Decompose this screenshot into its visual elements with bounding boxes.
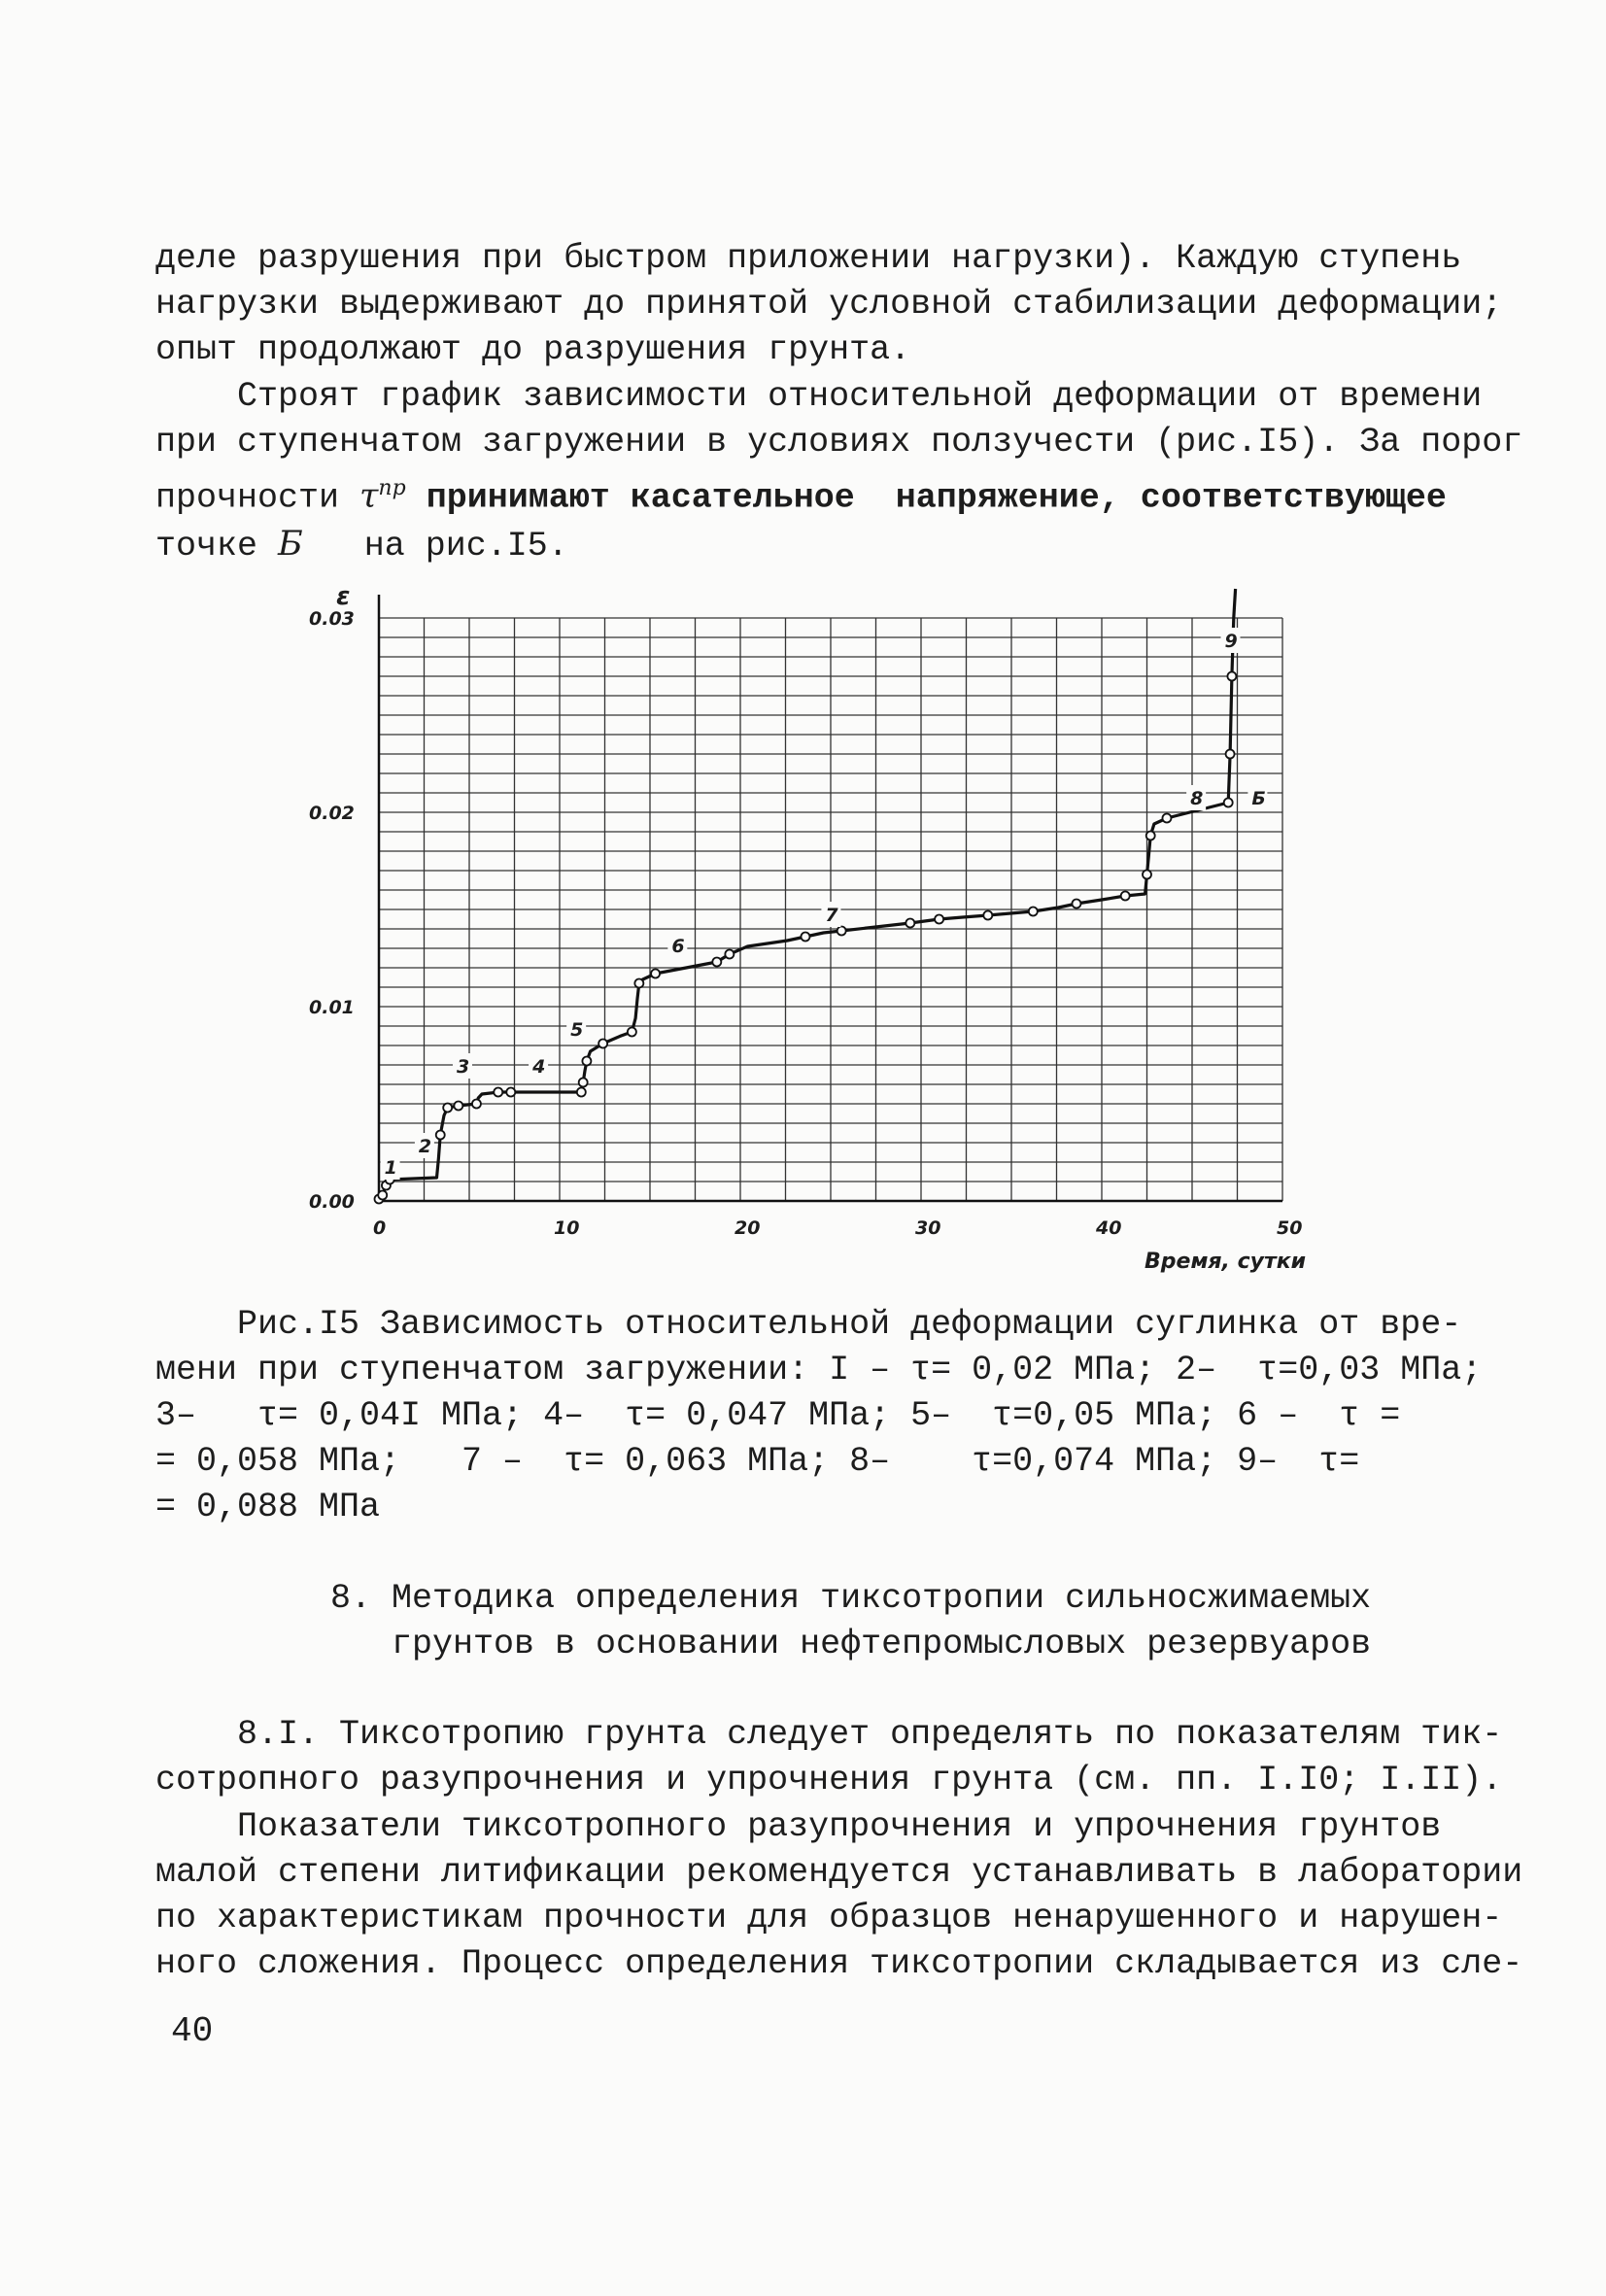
data-point [598, 1040, 607, 1048]
y-tick-label: 0.02 [309, 803, 355, 824]
x-tick-label: 0 [373, 1217, 387, 1239]
y-tick-label: 0.01 [309, 997, 355, 1018]
text-fragment: на рис.I5. [302, 526, 568, 565]
text-line: нагрузки выдерживают до принятой условной стабилизации деформации; [155, 285, 1503, 324]
x-tick-label: 30 [915, 1217, 941, 1239]
data-point [651, 970, 660, 978]
section-title-line: грунтов в основании нефтепромысловых резервуаров [330, 1625, 1372, 1663]
data-point [378, 1191, 387, 1200]
text-line: деле разрушения при быстром приложении нагрузки). Каждую ступень [155, 239, 1462, 278]
data-point [935, 915, 943, 924]
annotation-label: 4 [532, 1056, 546, 1078]
text-line: Строят график зависимости относительной деформации от времени [155, 377, 1483, 416]
paragraph-8-1 [155, 1712, 1503, 1803]
data-point [712, 958, 721, 967]
chart-series [375, 589, 1237, 1204]
annotation-label: 7 [825, 905, 838, 926]
text-line: сотропного разупрочнения и упрочнения грунта (см. пп. I.I0; I.II). [155, 1761, 1503, 1799]
paragraph-indicators [155, 1804, 1523, 1987]
data-point [1226, 750, 1235, 759]
text-line: малой степени литификации рекомендуется устанавливать в лаборатории [155, 1853, 1523, 1892]
tau-symbol: τ [359, 476, 379, 516]
annotation-label: 1 [384, 1157, 397, 1179]
annotation-label: 5 [570, 1019, 584, 1041]
y-axis-label: ε [336, 582, 351, 611]
text-line: 8.I. Тиксотропию грунта следует определять по показателям тик- [155, 1715, 1503, 1754]
data-point [443, 1104, 452, 1113]
x-tick-label: 50 [1277, 1217, 1303, 1239]
data-point [983, 911, 992, 920]
section-title-line: 8. Методика определения тиксотропии сильносжимаемых [330, 1579, 1372, 1618]
data-point [837, 927, 846, 936]
data-point [906, 919, 914, 928]
caption-line: 3– τ= 0,04I МПа; 4– τ= 0,047 МПа; 5– τ=0,05 МПа; 6 – τ = [155, 1396, 1401, 1435]
data-point [725, 950, 734, 959]
y-tick-label: 0.00 [309, 1191, 355, 1213]
text-fragment: принимают касательное напряжение, соответствующее [405, 478, 1447, 518]
caption-line: мени при ступенчатом загружении: I – τ= 0,02 МПа; 2– τ=0,03 МПа; [155, 1351, 1483, 1389]
data-point [1146, 832, 1155, 840]
caption-line: Рис.I5 Зависимость относительной деформации суглинка от вре- [155, 1305, 1462, 1344]
section-title [330, 1576, 1372, 1667]
data-point [506, 1088, 515, 1097]
data-point [1029, 908, 1038, 916]
x-tick-label: 10 [554, 1217, 580, 1239]
caption-line: = 0,058 МПа; 7 – τ= 0,063 МПа; 8– τ=0,074 МПа; 9– τ= [155, 1442, 1360, 1481]
text-fragment: прочности [155, 478, 360, 518]
text-fragment: точке [155, 526, 279, 565]
data-point [1072, 900, 1080, 908]
text-line: ного сложения. Процесс определения тиксотропии складывается из сле- [155, 1944, 1523, 1983]
annotation-label: 8 [1190, 788, 1204, 809]
series-line [379, 589, 1236, 1199]
data-point [801, 933, 809, 942]
data-point [494, 1088, 502, 1097]
data-point [1224, 799, 1233, 807]
data-point [628, 1028, 636, 1037]
data-point [1121, 892, 1130, 901]
data-point [634, 979, 643, 988]
text-line: Показатели тиксотропного разупрочнения и упрочнения грунтов [155, 1807, 1442, 1846]
data-point [582, 1057, 591, 1066]
tau-superscript: пр [378, 476, 406, 500]
data-point [454, 1102, 462, 1111]
text-line: при ступенчатом загружении в условиях ползучести (рис.I5). За порог [155, 423, 1523, 462]
text-line: по характеристикам прочности для образцов ненарушенного и нарушен- [155, 1899, 1503, 1937]
figure-caption [155, 1302, 1483, 1530]
caption-line: = 0,088 МПа [155, 1488, 381, 1526]
data-point [579, 1079, 588, 1087]
y-tick-label: 0.03 [309, 608, 355, 630]
annotation-label: 6 [671, 936, 685, 957]
data-point [1162, 814, 1171, 823]
data-point [577, 1088, 586, 1097]
annotation-label: 9 [1224, 631, 1238, 652]
text-line: опыт продолжают до разрушения грунта. [155, 330, 911, 369]
page-number: 40 [171, 2011, 214, 2051]
annotation-label: 2 [418, 1136, 432, 1157]
x-axis-label: Время, сутки [1145, 1250, 1307, 1274]
annotation-label: Б [1251, 788, 1266, 809]
x-tick-label: 40 [1096, 1217, 1122, 1239]
annotation-label: 3 [456, 1056, 470, 1078]
data-point [1143, 871, 1151, 879]
chart-tick-labels [309, 608, 1302, 1239]
x-tick-label: 20 [735, 1217, 761, 1239]
point-b-symbol: Б [278, 524, 303, 564]
chart-annotations [381, 628, 1268, 1180]
data-point [472, 1100, 481, 1109]
data-point [1227, 672, 1236, 681]
data-point [436, 1131, 445, 1140]
